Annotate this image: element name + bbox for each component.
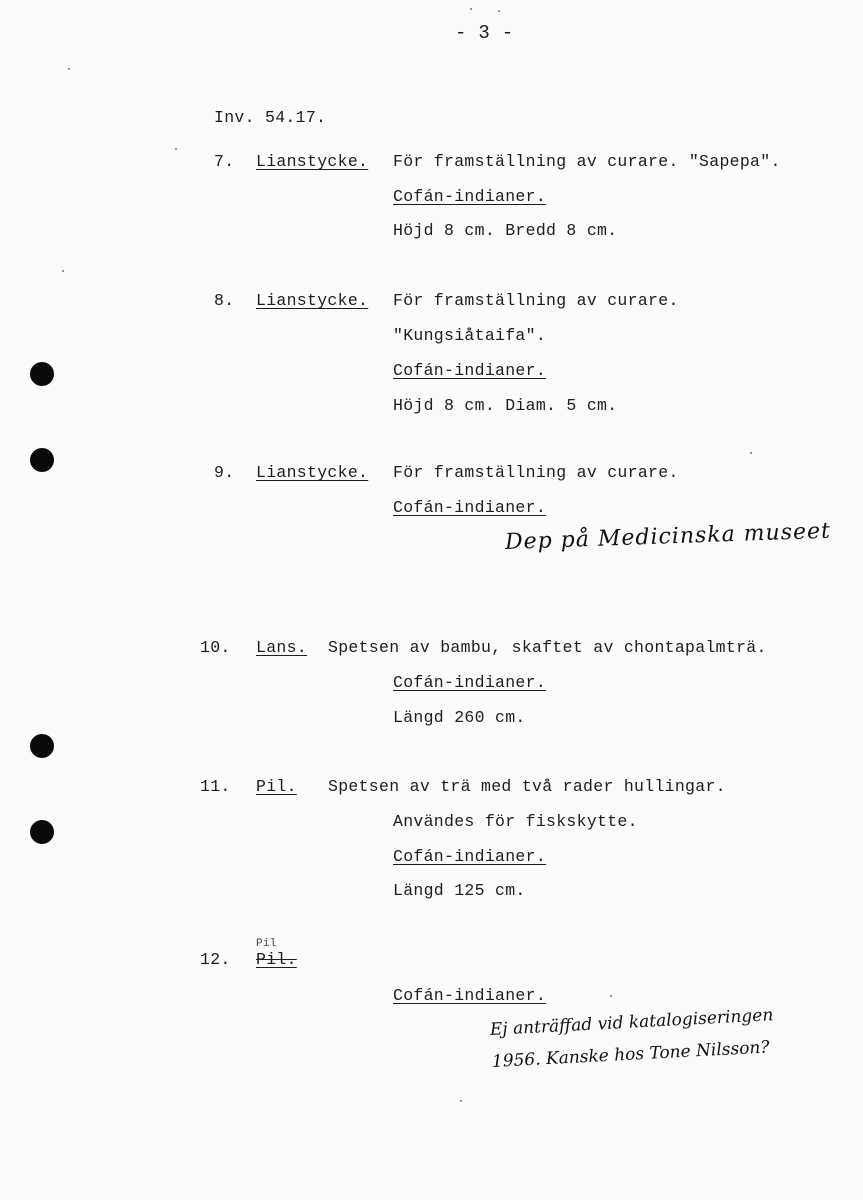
item-title: Lianstycke. bbox=[256, 291, 369, 310]
item-dimensions: Längd 125 cm. bbox=[393, 881, 526, 900]
item-origin: Cofán-indianer. bbox=[393, 847, 547, 866]
item-dimensions: Höjd 8 cm. Diam. 5 cm. bbox=[393, 396, 618, 415]
handwritten-note: 1956. Kanske hos Tone Nilsson? bbox=[491, 1037, 770, 1072]
item-title: Pil. bbox=[256, 950, 297, 969]
item-number: 12. bbox=[200, 950, 231, 969]
binder-hole bbox=[30, 734, 54, 758]
paper-speck bbox=[750, 452, 752, 454]
item-number: 11. bbox=[200, 777, 231, 796]
binder-hole bbox=[30, 820, 54, 844]
binder-hole bbox=[30, 448, 54, 472]
item-origin: Cofán-indianer. bbox=[393, 498, 547, 517]
item-title-overwrite: Pil bbox=[256, 938, 277, 950]
item-description: För framställning av curare. bbox=[393, 291, 679, 310]
item-origin: Cofán-indianer. bbox=[393, 187, 547, 206]
paper-speck bbox=[470, 8, 472, 10]
item-title: Lans. bbox=[256, 638, 308, 657]
inventory-number: Inv. 54.17. bbox=[214, 108, 327, 127]
page-number: - 3 - bbox=[455, 22, 514, 44]
paper-speck bbox=[610, 995, 612, 997]
paper-speck bbox=[460, 1100, 462, 1102]
item-usage: Användes för fiskskytte. bbox=[393, 812, 638, 831]
item-local-name: "Kungsiåtaifa". bbox=[393, 326, 547, 345]
item-origin: Cofán-indianer. bbox=[393, 361, 547, 380]
paper-speck bbox=[68, 68, 70, 70]
item-number: 8. bbox=[214, 291, 235, 310]
binder-hole bbox=[30, 362, 54, 386]
paper-speck bbox=[498, 10, 500, 12]
item-description: För framställning av curare. bbox=[393, 463, 679, 482]
item-origin: Cofán-indianer. bbox=[393, 673, 547, 692]
paper-speck bbox=[62, 270, 64, 272]
item-number: 9. bbox=[214, 463, 235, 482]
paper-speck bbox=[175, 148, 177, 150]
item-description: Spetsen av bambu, skaftet av chontapalmträ. bbox=[328, 638, 767, 657]
item-description: Spetsen av trä med två rader hullingar. bbox=[328, 777, 726, 796]
item-dimensions: Längd 260 cm. bbox=[393, 708, 526, 727]
item-dimensions: Höjd 8 cm. Bredd 8 cm. bbox=[393, 221, 618, 240]
item-number: 10. bbox=[200, 638, 231, 657]
item-description: För framställning av curare. "Sapepa". bbox=[393, 152, 781, 171]
handwritten-note: Ej anträffad vid katalogiseringen bbox=[489, 1005, 774, 1040]
handwritten-note: Dep på Medicinska museet bbox=[504, 518, 832, 555]
item-origin: Cofán-indianer. bbox=[393, 986, 547, 1005]
item-title: Lianstycke. bbox=[256, 152, 369, 171]
item-title: Lianstycke. bbox=[256, 463, 369, 482]
item-number: 7. bbox=[214, 152, 235, 171]
item-title: Pil. bbox=[256, 777, 297, 796]
